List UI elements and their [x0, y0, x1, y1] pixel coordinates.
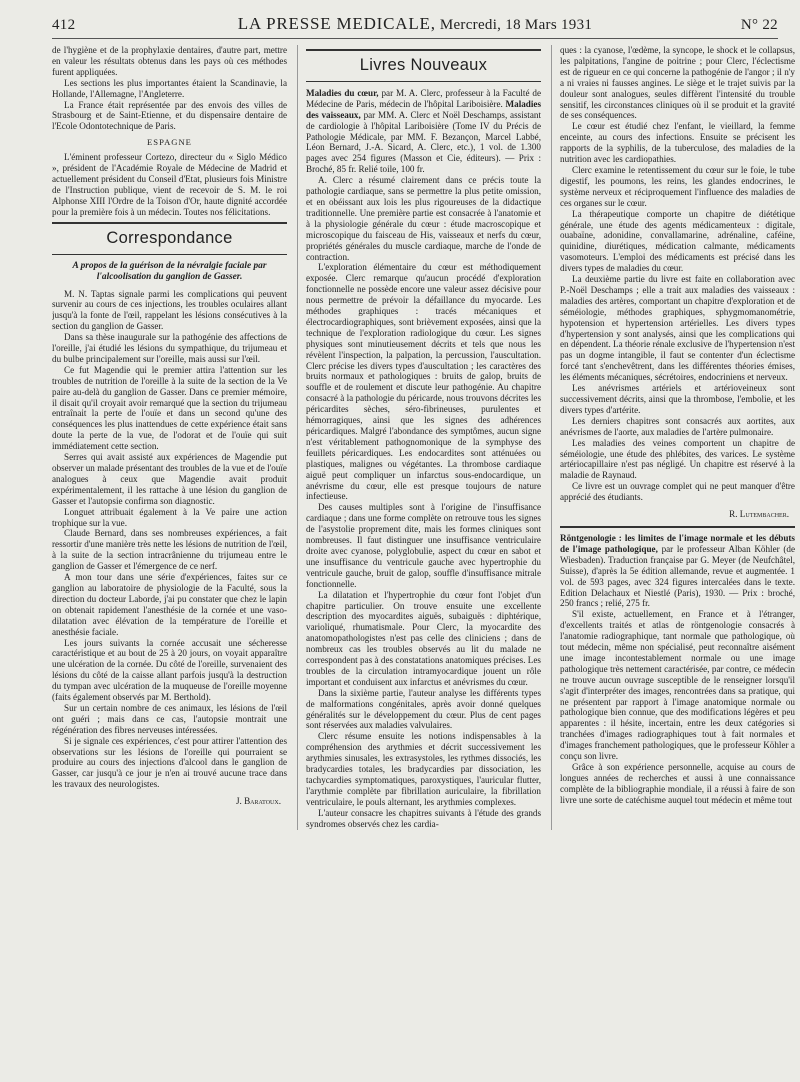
paragraph: Clerc examine le retentissement du cœur sur le foie, le tube digestif, les poumons, les reins, les glandes endocrines, le système nerveux et réciproquement l'influence des maladies de ces organes sur le cœur.: [560, 164, 795, 208]
paragraph: Si je signale ces expériences, c'est pour attirer l'attention des observations sur les lésions de l'oreille qui pourraient se produire au cours des injections d'alcool dans le ganglion de Gasser, car jusqu'à ce jour je n'en ai trouvé aucune trace dans les travaux des neurologistes.: [52, 735, 287, 790]
correspondance-section: [52, 222, 287, 255]
paragraph: Claude Bernard, dans ses nombreuses expériences, a fait ressortir d'une manière très nette les lésions de nutrition de l'œil, à la suite de la section intracrânienne du trijumeau entre le ganglion de Gasser et l'émergence de ce nerf.: [52, 528, 287, 572]
paragraph: Les anévrismes artériels et artérioveineux sont successivement décrits, ainsi que la thrombose, l'embolie, et les divers types d'artérite.: [560, 383, 795, 415]
running-header: [52, 14, 778, 39]
book-title: Maladies des vaisseaux,: [306, 98, 541, 120]
section-heading-spain: ESPAGNE: [147, 137, 192, 148]
page-number: 412: [52, 17, 76, 33]
paragraph: Dans sa thèse inaugurale sur la pathogénie des affections de l'oreille, j'ai étudié les lésions du sympathique, du trijumeau et du bulbe principalement sur l'oreille, mais aussi sur l'œil.: [52, 332, 287, 364]
book-details: par MM. A. Clerc et Noël Deschamps, assistant de cardiologie à l'hôpital Lariboisière (Tome IV du Précis de Pathologie Médicale, par MM. F. Bezançon, Marcel Labbé, Léon Bernard, J.-A. Sicard, A. Clerc, etc.), 1 vol. de 1.300 pages avec 254 figures (Masson et Cie, éditeurs). — Prix : Broché, 85 fr. Relié toile, 100 fr.: [306, 109, 541, 175]
book-title: Röntgenologie : les limites de l'image normale et les débuts de l'image pathologique,: [560, 532, 795, 554]
section-heading-correspondance: Correspondance: [106, 228, 233, 247]
paragraph: Ce fut Magendie qui le premier attira l'attention sur les troubles de nutrition de l'oreille à la suite de la section de la Ve paire au-delà du ganglion de Gasser. Dans ce premier mémoire, il disait qu'il croyait avoir remarqué que la section du trijumeau entraînait la perte de l'ouïe et dans un second qu'une des conséquences les plus inattendues de cette expérience était sans doute la perte de la vue, de l'odorat et de l'ouïe qui suit immédiatement cette section.: [52, 364, 287, 452]
book-authors: par M. A. Clerc, professeur à la Faculté de Médecine de Paris, médecin de l'hôpital Lariboisière.: [306, 87, 541, 109]
author-signature: J. Baratoux.: [235, 796, 281, 807]
journal-title: LA PRESSE MEDICALE,: [237, 14, 436, 33]
paragraph: Sur un certain nombre de ces animaux, les lésions de l'œil ont guéri ; mais dans ce cas, l'autopsie montrait une régénération des fibres nerveuses intéressées.: [52, 702, 287, 735]
paragraph: L'éminent professeur Cortezo, directeur du « Siglo Médico », président de l'Académie Royale de Médecine de Madrid et actuellement président du Conseil d'Etat, plusieurs fois Ministre de l'Instruction publique, vient de recevoir de S. M. le roi Alphonse XIII l'Ordre de la Toison d'Or, haute dignité accordée pour la première fois à un médecin. Toutes nos félicitations.: [52, 152, 287, 217]
book-reference: [560, 533, 795, 609]
paragraph: Grâce à son expérience personnelle, acquise au cours de longues années de recherches et aussi à une connaissance complète de la bibliographie mondiale, il a réussi à faire de son livre une sorte de catéchisme auquel tout médecin et même tout: [560, 762, 795, 805]
columns: [52, 45, 795, 830]
book-details: par le professeur Alban Köhler (de Wiesbaden). Traduction française par G. Meyer (de Neufchâtel, Suisse), d'après la 5e édition allemande, revue et augmentée. 1 vol. de 593 pages, avec 324 figures intercalées dans le texte. Edition Delachaux et Niestlé (Paris), 1930. — Prix : broché, 250 francs ; relié, 275 fr.: [560, 543, 795, 609]
article-subheading: A propos de la guérison de la névralgie faciale par l'alcoolisation du ganglion de Gasser.: [72, 260, 267, 282]
book-title: Maladies du cœur,: [306, 87, 379, 98]
book-reference: [306, 88, 541, 175]
paragraph: S'il existe, actuellement, en France et à l'étranger, d'excellents traités et atlas de röntgenologie consacrés à l'anatomie radiographique, tant normale que pathologique, où tout médecin, même non spécialisé, peut reconnaître aisément une image incontestablement normale ou une image pathologique très nettement caractérisée, par contre, ce médecin ne trouve aucun ouvrage susceptible de le renseigner lorsqu'il s'agit d'interpréter des images, rencontrées dans sa pratique, qui ne présentent par rapport à l'image anatomique normale ou pathologique bien connue, que des modifications légères et peu apparentes : il hésite, incertain, entre les deux catégories si tranchées d'images radiographiques tout à fait normales et d'images franchement pathologiques, que le professeur Köhler a conçu son livre.: [560, 609, 795, 762]
paragraph: Le cœur est étudié chez l'enfant, le vieillard, la femme enceinte, au cours des infections. Ensuite se précisent les rapports de la syphilis, de la tuberculose, des maladies de la nutrition avec les cardiopathies.: [560, 121, 795, 165]
column-3: [551, 45, 795, 830]
masthead: [122, 14, 708, 34]
paragraph: de l'hygiène et de la prophylaxie dentaires, d'autre part, mettre en valeur les résultats obtenus dans les pays où ces méthodes furent appliquées.: [52, 45, 287, 77]
paragraph: A mon tour dans une série d'expériences, faites sur ce ganglion au laboratoire de physiologie de la Faculté, sous la direction du docteur Laborde, j'ai pu constater que chez le lapin on obtenait rapidement l'anesthésie de la cornée et une vaso-dilatation avec élévation de la température de l'oreille et anesthésie faciale.: [52, 572, 287, 637]
paragraph: ques : la cyanose, l'œdème, la syncope, le shock et le collapsus, les palpitations, l'angine de poitrine ; pour Clerc, l'éclectisme est de rigueur en ce qui concerne la pathogénie de l'angor ; il n'y a ni vraies ni fausses angines. Le siège et le trajet suivis par la douleur sont analogues, seules diffèrent l'intensité du trouble sensitif, les circonstances cliniques où il se produit et la gravité de ses conséquences.: [560, 45, 795, 121]
issue-date: Mercredi, 18 Mars 1931: [439, 17, 593, 33]
paragraph: Les derniers chapitres sont consacrés aux aortites, aux anévrismes de l'aorte, aux maladies de l'artère pulmonaire.: [560, 415, 795, 437]
paragraph: La deuxième partie du livre est faite en collaboration avec P.-Noël Deschamps ; elle a trait aux maladies des vaisseaux : maladies des artères, comportant un chapitre d'exploration et de séméiologie, méthodes graphiques, sphygmomanométrie, hypotension et hypertension artérielles. Les divers types d'hypertension y sont analysés, ainsi que les complications qui en dépendent. La théorie rénale exclusive de l'hypertension n'est pas un dogme intangible, il faut se contenter d'un éclectisme forcé tant s'enchevêtrent, dans les différentes théories émises, les éléments mécaniques, sécrétoires, endocriniens et nerveux.: [560, 274, 795, 383]
issue-number: N° 22: [740, 17, 778, 33]
paragraph: L'exploration élémentaire du cœur est méthodiquement exposée. Clerc remarque qu'aucun procédé d'exploration fonctionnelle ne possède encore une valeur assez décisive pour nous permettre de prévoir la défaillance du myocarde. Les méthodes graphiques : tracés mécaniques et électrocardiographiques, sont brièvement exposées, ainsi que la technique de l'exploration radiologique du cœur. Les signes physiques sont minutieusement décrits et tels que nous les révèlent l'inspection, la palpation, la percussion, l'auscultation. Clerc précise les divers types d'auscultation ; les caractères des bruits normaux et pathologiques : bruits de galop, bruits de souffle et de roulement et discute leur pathogénie. Au chapitre consacré à la pathologie du péricarde, nous trouvons décrites les péricardites sèches, séro-fibrineuses, purulentes et hémorragiques, ainsi que les signes des adhérences péricardiques. Malgré l'abondance des symptômes, aucun signe n'est véritablement pathognomonique de la symphyse des feuillets péricardiques. Les endocardites sont atténuées ou plastiques, malignes ou végétantes. La thrombose cardiaque aiguë peut compliquer un infarctus sous-endocardique, un anévrisme du cœur, elle est presque toujours de nature infectieuse.: [306, 262, 541, 502]
paragraph: Les jours suivants la cornée accusait une sécheresse caractéristique et au bout de 25 à 20 jours, on voyait apparaître une ulcération de la cornée. Du côté de l'oreille, survenaient des lésions du côté de la caisse allant parfois jusqu'à la destruction du tympan avec ulcération de la muqueuse de l'oreille moyenne (faits également observés par M. Berthold).: [52, 637, 287, 703]
paragraph: M. N. Taptas signale parmi les complications qui peuvent survenir au cours de ces injections, les troubles oculaires allant jusqu'à la fonte de l'œil, rappelant les lésions consécutives à la section du ganglion de Gasser.: [52, 288, 287, 332]
paragraph: La France était représentée par des envois des villes de Strasbourg et de Saint-Etienne, et du dispensaire dentaire de l'Ecole Odontotechnique de Paris.: [52, 99, 287, 132]
livres-nouveaux-section: [306, 49, 541, 82]
paragraph: Les sections les plus importantes étaient la Scandinavie, la Hollande, l'Allemagne, l'Angleterre.: [52, 77, 287, 99]
paragraph: Dans la sixième partie, l'auteur analyse les différents types de malformations congénitales, après avoir donné quelques généralités sur le développement du cœur. Plus de cent pages sont réservées aux maladies valvulaires.: [306, 687, 541, 731]
paragraph: Clerc résume ensuite les notions indispensables à la compréhension des arythmies et décrit successivement les arythmies sinusales, les extrasystoles, les rythmes dissociés, les bradycardies totales, les bradycardies par dissociation, les tachycardies symptomatiques, paroxystiques, l'auricular flutter, l'arythmie complète par fibrillation auriculaire, la fibrillation ventriculaire, le pouls alternant, les arythmies complexes.: [306, 731, 541, 807]
paragraph: Les maladies des veines comportent un chapitre de séméiologie, une étude des phlébites, des varices. Le système artériocapillaire n'est pas négligé. Un chapitre est réservé à la maladie de Raynaud.: [560, 437, 795, 481]
paragraph: Des causes multiples sont à l'origine de l'insuffisance cardiaque ; dans une forme complète on retrouve tous les signes de l'asystolie proprement dite, mais les formes cliniques sont nombreuses. Il faut distinguer une insuffisance ventriculaire droite avec cyanose, polyglobulie, aspect du cœur en sabot et une insuffisance du ventricule gauche avec hypertrophie du ventricule gauche, bruit de galop, souffle d'insuffisance mitrale fonctionnelle.: [306, 502, 541, 589]
section-heading-livres: Livres Nouveaux: [359, 56, 488, 74]
column-2: [297, 45, 541, 830]
reviewer-signature: R. Lutembacher.: [729, 509, 789, 520]
paragraph: A. Clerc a résumé clairement dans ce précis toute la pathologie cardiaque, sans se permettre la plus petite omission, et en obéissant aux lois les plus rigoureuses de la didactique traditionnelle. Une première partie est consacrée à l'anatomie et à la physiologie générale du cœur : étude macroscopique et microscopique du faisceau de His, vaisseaux et nerfs du cœur, propriétés générales du muscle cardiaque, marche de l'onde de contraction.: [306, 175, 541, 262]
paragraph: Ce livre est un ouvrage complet qui ne peut manquer d'être apprécié des étudiants.: [560, 481, 795, 503]
column-1: [52, 45, 287, 830]
divider: [560, 526, 795, 528]
paragraph: Longuet attribuait également à la Ve paire une action trophique sur la vue.: [52, 506, 287, 528]
paragraph: La dilatation et l'hypertrophie du cœur font l'objet d'un chapitre particulier. On trouve ensuite une excellente description des myocardites aiguës, subaiguës : diphtérique, varioliqué, rhumatismale. Pour Clerc, la myocardite des anatomopathologistes n'est pas celle des cliniciens ; dans de nombreux cas les troubles observés au lit du malade ne correspondent pas à des constatations anatomiques précises. Les troubles de la circulation intramyocardique jouent un rôle important et conduisent aux infarctus et anévrismes du cœur.: [306, 589, 541, 687]
paragraph: La thérapeutique comporte un chapitre de diététique générale, une étude des agents médicamenteux : digitale, ouabaïne, adonidine, convallamarine, adrénaline, caféine, quinidine, diurétiques, médication calmante, médicaments vasomoteurs. L'emploi des médicaments est précisé dans les divers types de maladies du cœur.: [560, 208, 795, 274]
paragraph: Serres qui avait assisté aux expériences de Magendie put observer un malade présentant des troubles de la vue et de l'ouïe analogues à ceux que Magendie avait produit expérimentalement, il les rattache à une lésion du ganglion de Gasser et l'autopsie confirma son diagnostic.: [52, 452, 287, 506]
paragraph: L'auteur consacre les chapitres suivants à l'étude des grands syndromes observés chez les cardia-: [306, 807, 541, 829]
